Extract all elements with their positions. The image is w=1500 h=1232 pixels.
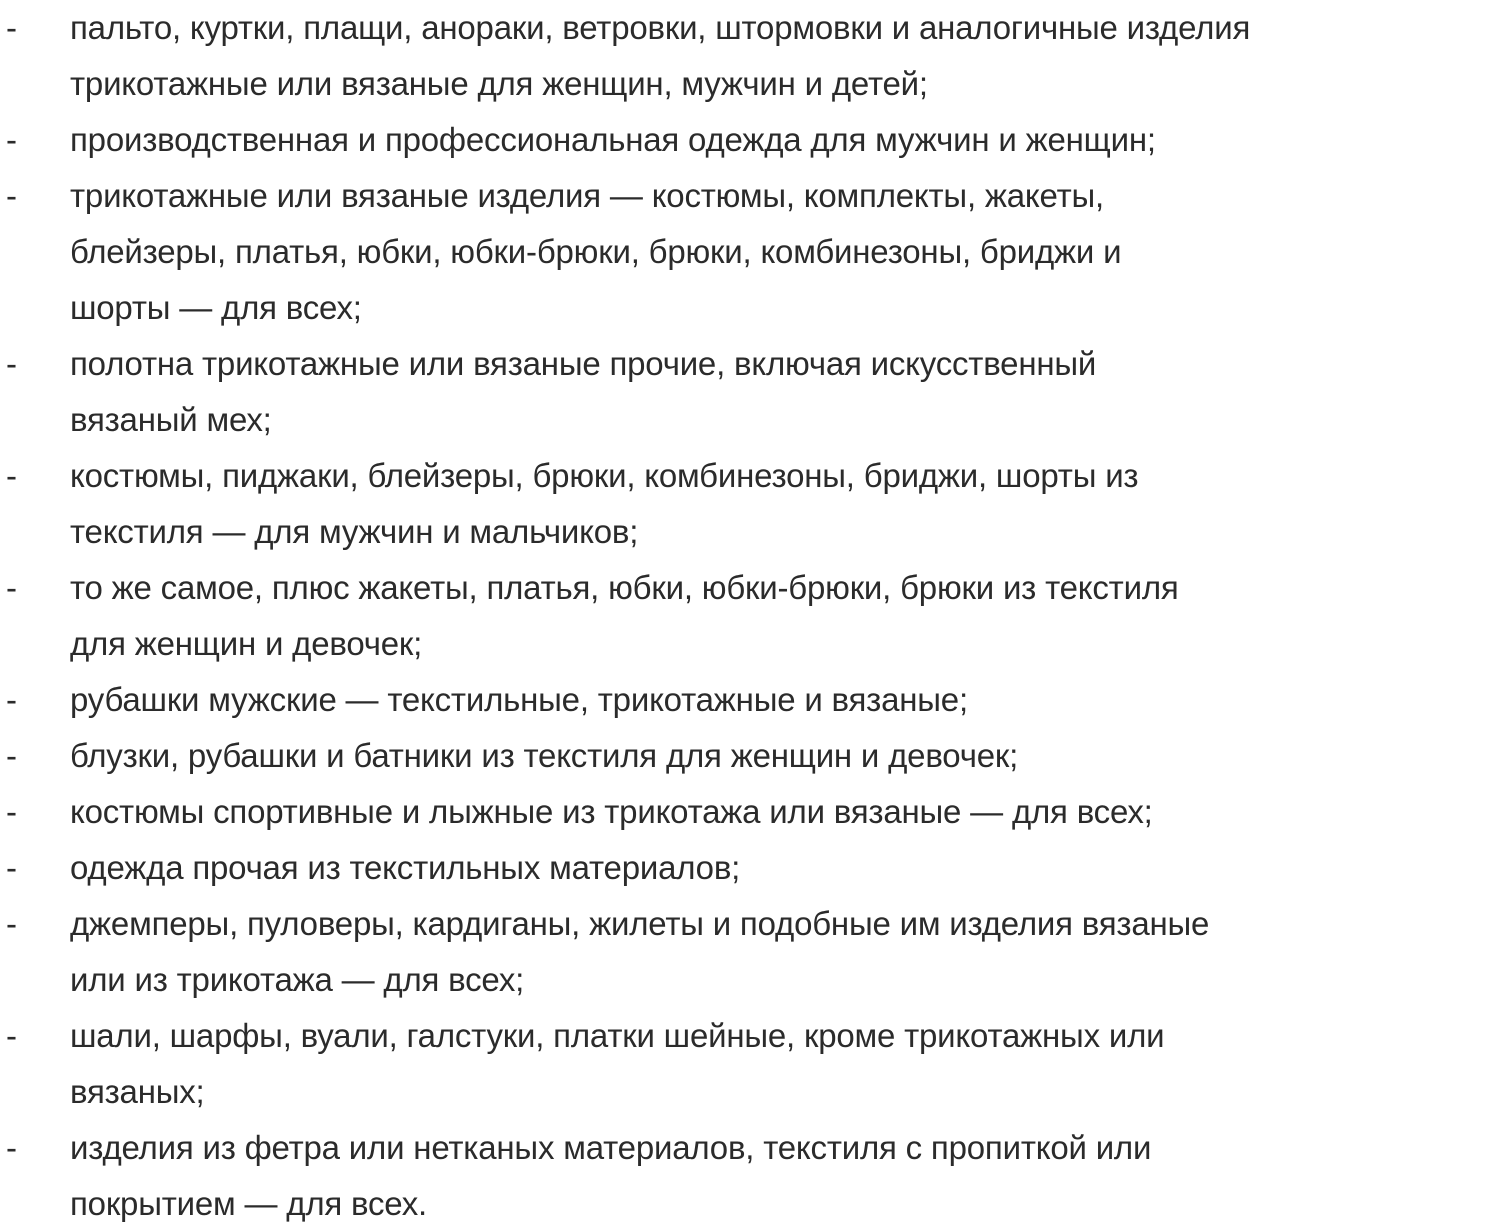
list-item xyxy=(0,560,1500,672)
list-item-text xyxy=(70,336,1500,448)
bullet-dash: - xyxy=(6,569,17,606)
text-line: блейзеры, платья, юбки, юбки-брюки, брюки, комбинезоны, бриджи и xyxy=(70,233,1122,270)
list-item-text xyxy=(70,672,1500,728)
list-item xyxy=(0,168,1500,336)
bullet-dash: - xyxy=(6,1017,17,1054)
bullet-dash: - xyxy=(6,177,17,214)
text-line: для женщин и девочек; xyxy=(70,625,423,662)
text-line: пальто, куртки, плащи, анораки, ветровки, штормовки и аналогичные изделия xyxy=(70,9,1251,46)
text-line: покрытием — для всех. xyxy=(70,1185,427,1222)
bullet-dash: - xyxy=(6,905,17,942)
text-line: блузки, рубашки и батники из текстиля для женщин и девочек; xyxy=(70,737,1019,774)
list-item xyxy=(0,336,1500,448)
text-line: шорты — для всех; xyxy=(70,289,362,326)
text-line: джемперы, пуловеры, кардиганы, жилеты и подобные им изделия вязаные xyxy=(70,905,1210,942)
bullet-dash: - xyxy=(6,681,17,718)
list-item-text xyxy=(70,840,1500,896)
text-line: шали, шарфы, вуали, галстуки, платки шейные, кроме трикотажных или xyxy=(70,1017,1165,1054)
list-item xyxy=(0,1120,1500,1232)
bullet-dash: - xyxy=(6,457,17,494)
list-item xyxy=(0,112,1500,168)
text-line: то же самое, плюс жакеты, платья, юбки, юбки-брюки, брюки из текстиля xyxy=(70,569,1179,606)
bullet-dash: - xyxy=(6,793,17,830)
text-line: вязаный мех; xyxy=(70,401,272,438)
text-line: костюмы, пиджаки, блейзеры, брюки, комбинезоны, бриджи, шорты из xyxy=(70,457,1139,494)
list-item xyxy=(0,1008,1500,1120)
text-line: вязаных; xyxy=(70,1073,205,1110)
bullet-dash: - xyxy=(6,121,17,158)
bullet-dash: - xyxy=(6,1129,17,1166)
text-line: полотна трикотажные или вязаные прочие, включая искусственный xyxy=(70,345,1097,382)
list-item xyxy=(0,784,1500,840)
list-item xyxy=(0,672,1500,728)
list-item-text xyxy=(70,448,1500,560)
list-item-text xyxy=(70,728,1500,784)
list-item-text xyxy=(70,112,1500,168)
bullet-dash: - xyxy=(6,737,17,774)
list-item-text xyxy=(70,0,1500,112)
text-line: изделия из фетра или нетканых материалов, текстиля с пропиткой или xyxy=(70,1129,1152,1166)
text-line: костюмы спортивные и лыжные из трикотажа или вязаные — для всех; xyxy=(70,793,1153,830)
bullet-dash: - xyxy=(6,849,17,886)
text-line: трикотажные или вязаные для женщин, мужчин и детей; xyxy=(70,65,928,102)
bullet-dash: - xyxy=(6,9,17,46)
bullet-dash: - xyxy=(6,345,17,382)
text-line: одежда прочая из текстильных материалов; xyxy=(70,849,741,886)
list-item-text xyxy=(70,1008,1500,1120)
list-item-text xyxy=(70,784,1500,840)
text-line: рубашки мужские — текстильные, трикотажные и вязаные; xyxy=(70,681,968,718)
list-item xyxy=(0,0,1500,112)
list-item-text xyxy=(70,1120,1500,1232)
text-line: или из трикотажа — для всех; xyxy=(70,961,525,998)
text-line: производственная и профессиональная одежда для мужчин и женщин; xyxy=(70,121,1156,158)
text-line: текстиля — для мужчин и мальчиков; xyxy=(70,513,639,550)
list-item xyxy=(0,728,1500,784)
list-item xyxy=(0,896,1500,1008)
list-item xyxy=(0,448,1500,560)
list-item-text xyxy=(70,168,1500,336)
list-item-text xyxy=(70,896,1500,1008)
text-line: трикотажные или вязаные изделия — костюмы, комплекты, жакеты, xyxy=(70,177,1104,214)
list-item xyxy=(0,840,1500,896)
list-item-text xyxy=(70,560,1500,672)
